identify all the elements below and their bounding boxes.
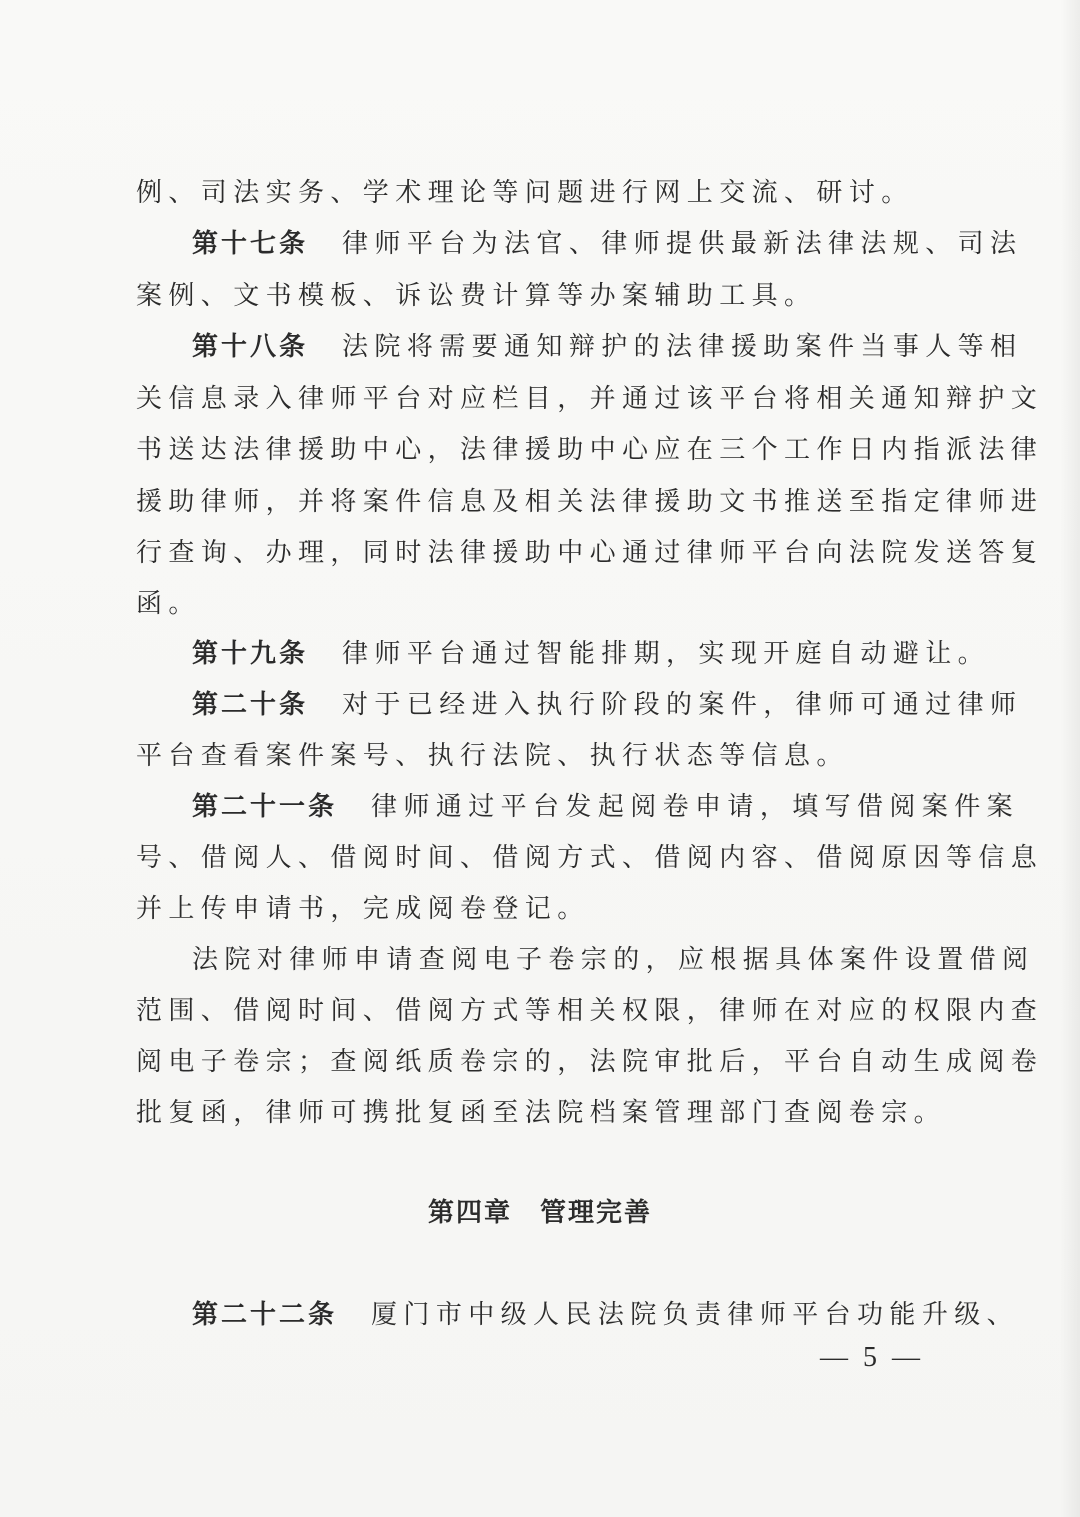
body-line: 函。: [136, 589, 201, 619]
body-line: 例、司法实务、学术理论等问题进行网上交流、研讨。: [136, 178, 914, 208]
article-heading: 第十九条: [192, 639, 309, 669]
body-line: 号、借阅人、借阅时间、借阅方式、借阅内容、借阅原因等信息: [136, 843, 1044, 873]
article-heading: 第二十一条: [192, 792, 338, 822]
body-line: 平台查看案件案号、执行法院、执行状态等信息。: [136, 741, 849, 771]
chapter-title: 管理完善: [540, 1198, 653, 1228]
body-line: 阅电子卷宗；查阅纸质卷宗的，法院审批后，平台自动生成阅卷: [136, 1047, 1044, 1077]
body-line: 关信息录入律师平台对应栏目，并通过该平台将相关通知辩护文: [136, 384, 1044, 414]
page-edge-shadow: [1060, 0, 1080, 1517]
article-heading: 第十八条: [192, 332, 309, 362]
page-number: — 5 —: [820, 1342, 924, 1373]
body-line: 书送达法律援助中心，法律援助中心应在三个工作日内指派法律: [136, 435, 1044, 465]
body-line: 援助律师，并将案件信息及相关法律援助文书推送至指定律师进: [136, 487, 1044, 517]
article-heading: 第二十条: [192, 690, 309, 720]
article-17-line: 第十七条 律师平台为法官、律师提供最新法律法规、司法: [192, 229, 1023, 259]
body-line: 行查询、办理，同时法律援助中心通过律师平台向法院发送答复: [136, 538, 1044, 568]
body-line: 并上传申请书，完成阅卷登记。: [136, 894, 590, 924]
article-21-line: 第二十一条 律师通过平台发起阅卷申请，填写借阅案件案: [192, 792, 1020, 822]
chapter-heading: [0, 1192, 1080, 1229]
body-line: 案例、文书模板、诉讼费计算等办案辅助工具。: [136, 281, 817, 311]
article-heading: 第二十二条: [192, 1300, 338, 1330]
article-22-line: 第二十二条 厦门市中级人民法院负责律师平台功能升级、: [192, 1300, 1020, 1330]
article-18-line: 第十八条 法院将需要通知辩护的法律援助案件当事人等相: [192, 332, 1023, 362]
body-line: 批复函，律师可携批复函至法院档案管理部门查阅卷宗。: [136, 1098, 947, 1128]
body-line: 法院对律师申请查阅电子卷宗的，应根据具体案件设置借阅: [192, 945, 1035, 975]
article-19-line: 第十九条 律师平台通过智能排期，实现开庭自动避让。: [192, 639, 991, 669]
article-20-line: 第二十条 对于已经进入执行阶段的案件，律师可通过律师: [192, 690, 1023, 720]
article-heading: 第十七条: [192, 229, 309, 259]
chapter-number: 第四章: [427, 1198, 512, 1228]
body-line: 范围、借阅时间、借阅方式等相关权限，律师在对应的权限内查: [136, 996, 1044, 1026]
